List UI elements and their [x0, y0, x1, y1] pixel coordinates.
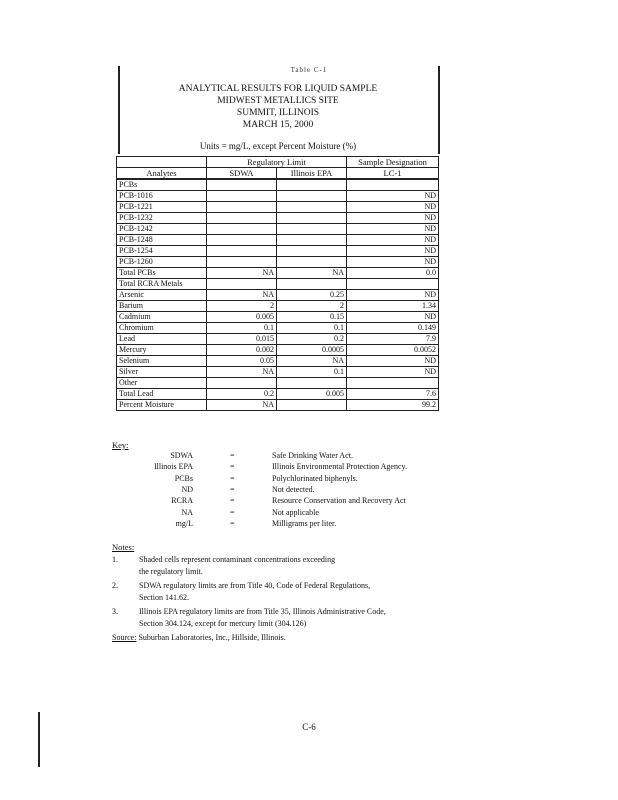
analyte-cell: PCB-1016	[117, 191, 207, 202]
analyte-cell: Selenium	[117, 356, 207, 367]
key-def: Resource Conservation and Recovery Act	[272, 496, 406, 506]
sdwa-cell	[207, 179, 277, 191]
units-caption: Units = mg/L, except Percent Moisture (%)	[199, 141, 357, 151]
table-row	[117, 301, 439, 312]
table-label: Table C-1	[290, 66, 328, 74]
lc1-cell: 0.149	[347, 323, 439, 334]
illinois-epa-cell: 0.1	[277, 323, 347, 334]
sdwa-cell	[207, 246, 277, 257]
title-line: ANALYTICAL RESULTS FOR LIQUID SAMPLE	[178, 84, 378, 94]
note-line: Illinois EPA regulatory limits are from Title 35, Illinois Administrative Code,	[139, 607, 386, 616]
note-text	[139, 606, 459, 630]
illinois-epa-cell	[277, 191, 347, 202]
sdwa-cell: 0.005	[207, 312, 277, 323]
note-number: 1.	[112, 555, 118, 564]
sdwa-cell	[207, 213, 277, 224]
analyte-cell: PCB-1248	[117, 235, 207, 246]
illinois-epa-cell: NA	[277, 356, 347, 367]
table-row	[117, 356, 439, 367]
key-eq: =	[230, 462, 235, 472]
table-row	[117, 268, 439, 279]
note-line: Shaded cells represent contaminant concentrations exceeding	[139, 555, 336, 564]
source-line	[112, 633, 286, 642]
header-spacer	[117, 157, 207, 168]
lc1-cell: ND	[347, 290, 439, 301]
table-row	[117, 235, 439, 246]
note-line: the regulatory limit.	[139, 567, 203, 576]
column-header-lc1: LC-1	[347, 168, 439, 180]
key-title: Key:	[112, 440, 129, 450]
sdwa-cell: 0.2	[207, 389, 277, 400]
key-eq: =	[230, 496, 235, 506]
table-row	[117, 389, 439, 400]
table-row	[117, 334, 439, 345]
key-def: Not detected.	[272, 484, 315, 494]
note-number: 3.	[112, 607, 118, 616]
illinois-epa-cell: 0.25	[277, 290, 347, 301]
source-label: Source:	[112, 633, 137, 642]
lc1-cell: 99.2	[347, 400, 439, 411]
illinois-epa-cell: 0.005	[277, 389, 347, 400]
key-def: Safe Drinking Water Act.	[272, 451, 353, 460]
table-row	[117, 279, 439, 290]
illinois-epa-cell	[277, 246, 347, 257]
title-line: SUMMIT, ILLINOIS	[236, 108, 320, 118]
illinois-epa-cell	[277, 224, 347, 235]
lc1-cell: 0.0	[347, 268, 439, 279]
illinois-epa-cell: 0.0005	[277, 345, 347, 356]
note-line: Section 304.124, except for mercury limit (304.126)	[139, 619, 307, 628]
table-row	[117, 213, 439, 224]
key-abbr: mg/L	[175, 518, 193, 528]
table-row	[117, 290, 439, 301]
key-eq: =	[230, 518, 235, 528]
analyte-cell: Total RCRA Metals	[117, 279, 207, 290]
table-row	[117, 202, 439, 213]
sdwa-cell: 0.1	[207, 323, 277, 334]
sdwa-cell	[207, 378, 277, 389]
analyte-cell: Percent Moisture	[117, 400, 207, 411]
note-line: Section 141.62.	[139, 593, 189, 602]
sdwa-cell: NA	[207, 290, 277, 301]
analyte-cell: Chromium	[117, 323, 207, 334]
notes-title: Notes:	[112, 542, 135, 552]
table-row	[117, 179, 439, 191]
illinois-epa-cell: NA	[277, 268, 347, 279]
illinois-epa-cell	[277, 279, 347, 290]
note-text	[139, 554, 459, 578]
sdwa-cell: 0.002	[207, 345, 277, 356]
table-row	[117, 224, 439, 235]
sdwa-cell	[207, 202, 277, 213]
key-eq: =	[230, 451, 235, 460]
illinois-epa-cell: 0.2	[277, 334, 347, 345]
sdwa-cell	[207, 235, 277, 246]
analyte-cell: Cadmium	[117, 312, 207, 323]
results-table	[116, 156, 439, 411]
analyte-cell: Mercury	[117, 345, 207, 356]
note-text	[139, 580, 459, 604]
key-abbr: PCBs	[174, 473, 193, 483]
lc1-cell: 7.6	[347, 389, 439, 400]
illinois-epa-cell	[277, 202, 347, 213]
illinois-epa-cell	[277, 400, 347, 411]
illinois-epa-cell	[277, 378, 347, 389]
sdwa-cell	[207, 224, 277, 235]
table-row	[117, 378, 439, 389]
lc1-cell: ND	[347, 224, 439, 235]
analyte-cell: PCB-1254	[117, 246, 207, 257]
sdwa-cell: 0.05	[207, 356, 277, 367]
title-line: MARCH 15, 2000	[242, 120, 314, 130]
group-header-sample: Sample Designation	[347, 157, 439, 168]
page-number: C-6	[302, 722, 316, 732]
note-line: SDWA regulatory limits are from Title 40, Code of Federal Regulations,	[139, 581, 371, 590]
group-header-regulatory: Regulatory Limit	[207, 157, 347, 168]
table-row	[117, 323, 439, 334]
analyte-cell: Arsenic	[117, 290, 207, 301]
key-abbr: Illinois EPA	[153, 462, 193, 472]
analyte-cell: PCB-1260	[117, 257, 207, 268]
analyte-cell: PCB-1221	[117, 202, 207, 213]
table-row	[117, 400, 439, 411]
illinois-epa-cell: 0.15	[277, 312, 347, 323]
lc1-cell: ND	[347, 356, 439, 367]
table-row	[117, 345, 439, 356]
key-def: Not applicable	[272, 507, 319, 517]
illinois-epa-cell	[277, 213, 347, 224]
table-row	[117, 367, 439, 378]
sdwa-cell: NA	[207, 400, 277, 411]
lc1-cell: 0.0052	[347, 345, 439, 356]
lc1-cell: ND	[347, 367, 439, 378]
analyte-cell: Silver	[117, 367, 207, 378]
table-row	[117, 246, 439, 257]
table-row	[117, 191, 439, 202]
analyte-cell: Total Lead	[117, 389, 207, 400]
sdwa-cell	[207, 279, 277, 290]
key-abbr: NA	[181, 507, 193, 517]
sdwa-cell: NA	[207, 367, 277, 378]
title-line: MIDWEST METALLICS SITE	[217, 96, 339, 106]
key-eq: =	[230, 484, 235, 494]
column-header-sdwa: SDWA	[207, 168, 277, 180]
source-text: Suburban Laboratories, Inc., Hillside, Illinois.	[138, 633, 286, 642]
margin-mark	[38, 712, 40, 767]
table-row	[117, 312, 439, 323]
column-header-illinois-epa: Illinois EPA	[277, 168, 347, 180]
analyte-cell: PCBs	[117, 179, 207, 191]
illinois-epa-cell	[277, 257, 347, 268]
key-eq: =	[230, 473, 235, 483]
analyte-cell: PCB-1242	[117, 224, 207, 235]
document-title	[118, 83, 438, 131]
lc1-cell: ND	[347, 235, 439, 246]
lc1-cell	[347, 378, 439, 389]
lc1-cell: ND	[347, 191, 439, 202]
analyte-cell: PCB-1232	[117, 213, 207, 224]
lc1-cell	[347, 179, 439, 191]
analyte-cell: Total PCBs	[117, 268, 207, 279]
key-abbr: SDWA	[170, 451, 193, 460]
note-number: 2.	[112, 581, 118, 590]
key-def: Illinois Environmental Protection Agency.	[272, 462, 408, 472]
sdwa-cell	[207, 191, 277, 202]
column-header-analytes: Analytes	[117, 168, 207, 180]
sdwa-cell: 0.015	[207, 334, 277, 345]
illinois-epa-cell	[277, 235, 347, 246]
lc1-cell: 7.9	[347, 334, 439, 345]
table-row	[117, 257, 439, 268]
key-def: Polychlorinated biphenyls.	[272, 473, 358, 483]
analyte-cell: Lead	[117, 334, 207, 345]
key-eq: =	[230, 507, 235, 517]
analyte-cell: Barium	[117, 301, 207, 312]
illinois-epa-cell: 2	[277, 301, 347, 312]
lc1-cell: ND	[347, 257, 439, 268]
sdwa-cell: 2	[207, 301, 277, 312]
lc1-cell	[347, 279, 439, 290]
key-abbr: ND	[181, 484, 193, 494]
sdwa-cell: NA	[207, 268, 277, 279]
lc1-cell: ND	[347, 246, 439, 257]
illinois-epa-cell	[277, 179, 347, 191]
key-def: Milligrams per liter.	[272, 518, 337, 528]
lc1-cell: ND	[347, 312, 439, 323]
illinois-epa-cell: 0.1	[277, 367, 347, 378]
key-abbr: RCRA	[171, 496, 193, 506]
analyte-cell: Other	[117, 378, 207, 389]
lc1-cell: ND	[347, 213, 439, 224]
lc1-cell: 1.34	[347, 301, 439, 312]
sdwa-cell	[207, 257, 277, 268]
lc1-cell: ND	[347, 202, 439, 213]
